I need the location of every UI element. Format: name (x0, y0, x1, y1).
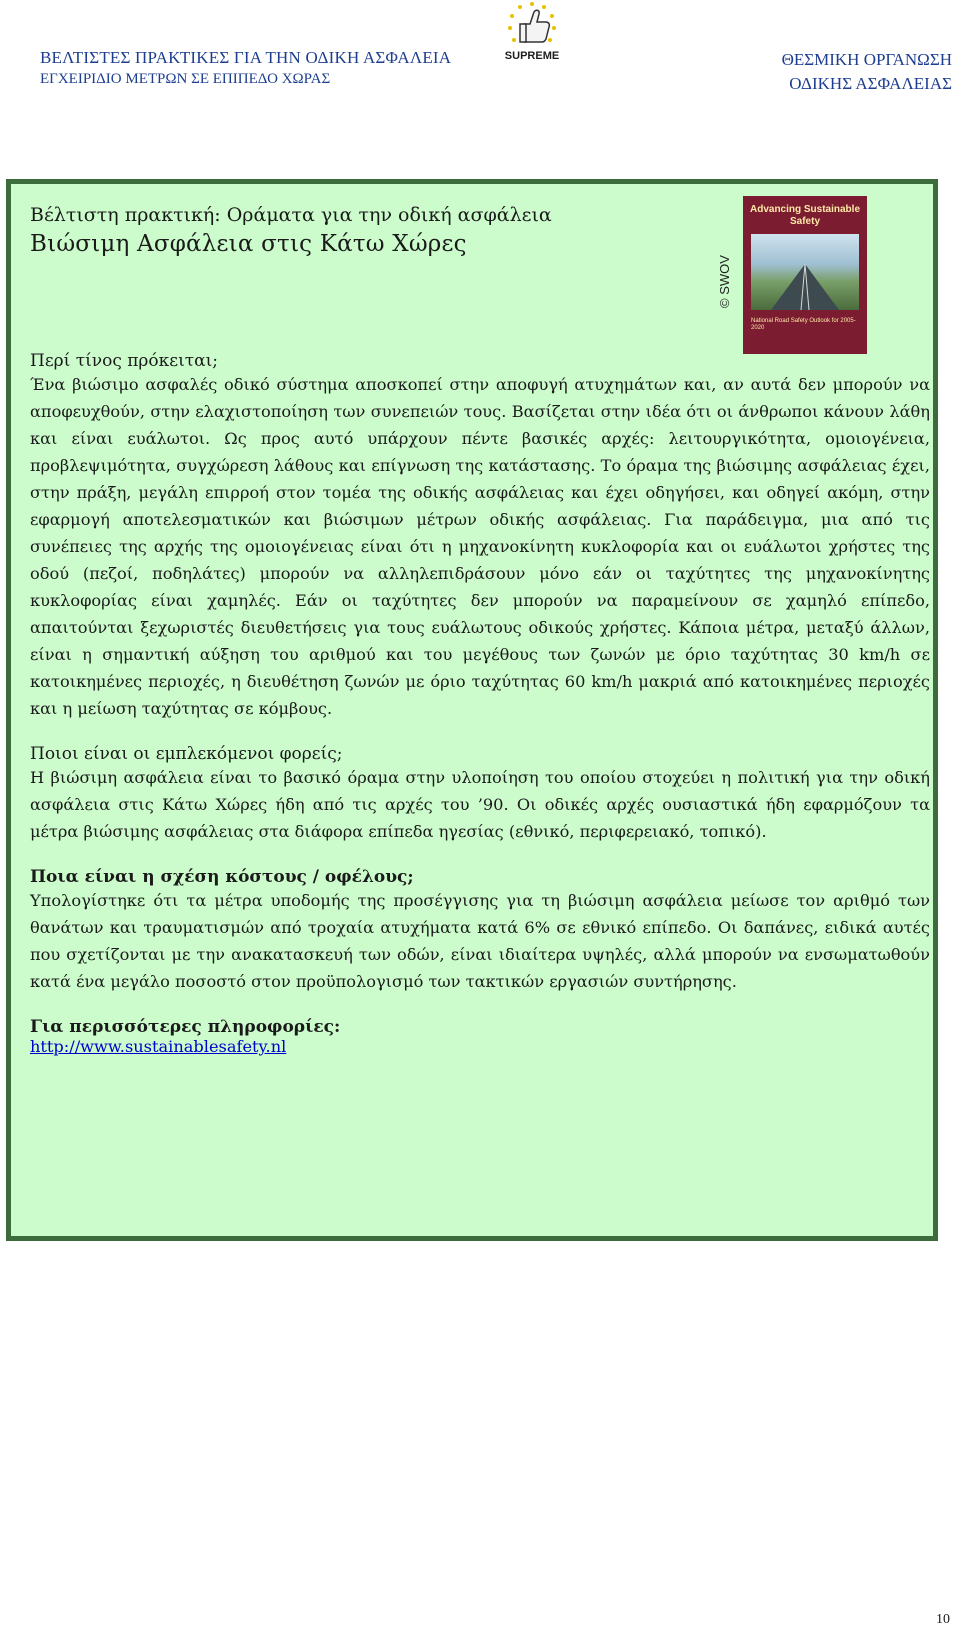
header-left (40, 48, 500, 88)
section-actors-heading: Ποιοι είναι οι εμπλεκόμενοι φορείς; (30, 744, 343, 764)
section-actors-body: Η βιώσιμη ασφάλεια είναι το βασικό όραμα στην υλοποίηση του οποίου στοχεύει η πολιτική για την οδική ασφάλεια στις Κάτω Χώρες ήδη από τις αρχές του ’90. Οι οδικές αρχές ουσιαστικά ήδη εφαρμόζουν τα μέτρα βιώσιμης ασφάλειας στα διάφορα επίπεδα ηγεσίας (εθνικό, περιφερειακό, τοπικό). (30, 768, 930, 841)
page-number: 10 (936, 1612, 950, 1627)
box-kicker: Βέλτιστη πρακτική: Οράματα για την οδική ασφάλεια (30, 204, 552, 226)
logo-label: SUPREME (504, 50, 560, 62)
header-manual-title: ΕΓΧΕΙΡΙΔΙΟ ΜΕΤΡΩΝ ΣΕ ΕΠΙΠΕΔΟ ΧΩΡΑΣ (40, 71, 331, 87)
box-content (30, 194, 930, 1056)
section-cost-body: Υπολογίστηκε ότι τα μέτρα υποδομής της προσέγγισης για τη βιώσιμη ασφάλεια μείωσε τον αριθμό των θανάτων και τραυματισμών από τροχαία ατυχήματα κατά 6% σε εθνικό επίπεδο. Οι δαπάνες, ειδικά αυτές που σχετίζονται με την ανακατασκευή των οδών, είναι ιδιαίτερα υψηλές, αλλά μπορούν να ενσωματωθούν κατά ένα μεγάλο ποσοστό στον προϋπολογισμό των τακτικών εργασιών συντήρησης. (30, 891, 930, 991)
section-info-heading: Για περισσότερες πληροφορίες: (30, 1017, 341, 1037)
swov-credit: © SWOV (717, 255, 732, 308)
section-what-body: Ένα βιώσιμο ασφαλές οδικό σύστημα αποσκοπεί στην αποφυγή ατυχημάτων και, αν αυτά δεν μπορούν να αποφευχθούν, στην ελαχιστοποίηση των συνεπειών τους. Βασίζεται στην ιδέα ότι οι άνθρωποι κάνουν λάθη και είναι ευάλωτοι. Ως προς αυτό υπάρχουν πέντε βασικές αρχές: λειτουργικότητα, ομοιογένεια, προβλεψιμότητα, συγχώρεση λάθους και επίγνωση της κατάστασης. Το όραμα της βιώσιμης ασφάλειας έχει, στην πράξη, μεγάλη επιρροή στον τομέα της οδικής ασφάλειας και έχει οδηγήσει, και οδηγεί ακόμη, στην εφαρμογή αποτελεσματικών και βιώσιμων μέτρων οδικής ασφάλειας. Για παράδειγμα, μια από τις συνέπειες της αρχής της ομοιογένειας είναι ότι η μηχανοκίνητη κυκλοφορία και οι ευάλωτοι χρήστες της οδού (πεζοί, ποδηλάτες) μπορούν να αλληλεπιδράσουν μόνο εάν οι ταχύτητες της μηχανοκίνητης κυκλοφορίας είναι χαμηλές. Εάν οι ταχύτητες δεν μπορούν να παραμείνουν σε χαμηλό επίπεδο, απαιτούνται ξεχωριστές διευθετήσεις για τους ευάλωτους οδικούς χρήστες. Κάποια μέτρα, μεταξύ άλλων, είναι η σημαντική αύξηση του αριθμού και του μεγέθους των ζωνών με όριο ταχύτητας 30 km/h σε κατοικημένες περιοχές, η διευθέτηση ζωνών με όριο ταχύτητας 60 km/h μακριά από κατοικημένες περιοχές και η μείωση ταχύτητας σε κόμβους. (30, 375, 930, 718)
more-info-link[interactable]: http://www.sustainablesafety.nl (30, 1037, 287, 1056)
box-title: Βιώσιμη Ασφάλεια στις Κάτω Χώρες (30, 231, 467, 257)
best-practice-box (6, 179, 938, 1241)
cover-subtitle: National Road Safety Outlook for 2005-2020 (751, 318, 856, 331)
section-what-heading: Περί τίνος πρόκειται; (30, 351, 219, 371)
thumbs-up-stars-icon (492, 0, 572, 50)
header-series-title: ΒΕΛΤΙΣΤΕΣ ΠΡΑΚΤΙΚΕΣ ΓΙΑ ΤΗΝ ΟΔΙΚΗ ΑΣΦΑΛΕΙΑ (40, 48, 452, 67)
header-right (692, 48, 952, 96)
supreme-logo (492, 0, 572, 72)
cover-title: Advancing Sustainable Safety (749, 204, 861, 227)
header-right-line1: ΘΕΣΜΙΚΗ ΟΡΓΑΝΩΣΗ (781, 50, 952, 69)
section-cost-heading: Ποια είναι η σχέση κόστους / οφέλους; (30, 867, 414, 887)
header-right-line2: ΟΔΙΚΗΣ ΑΣΦΑΛΕΙΑΣ (789, 74, 952, 93)
